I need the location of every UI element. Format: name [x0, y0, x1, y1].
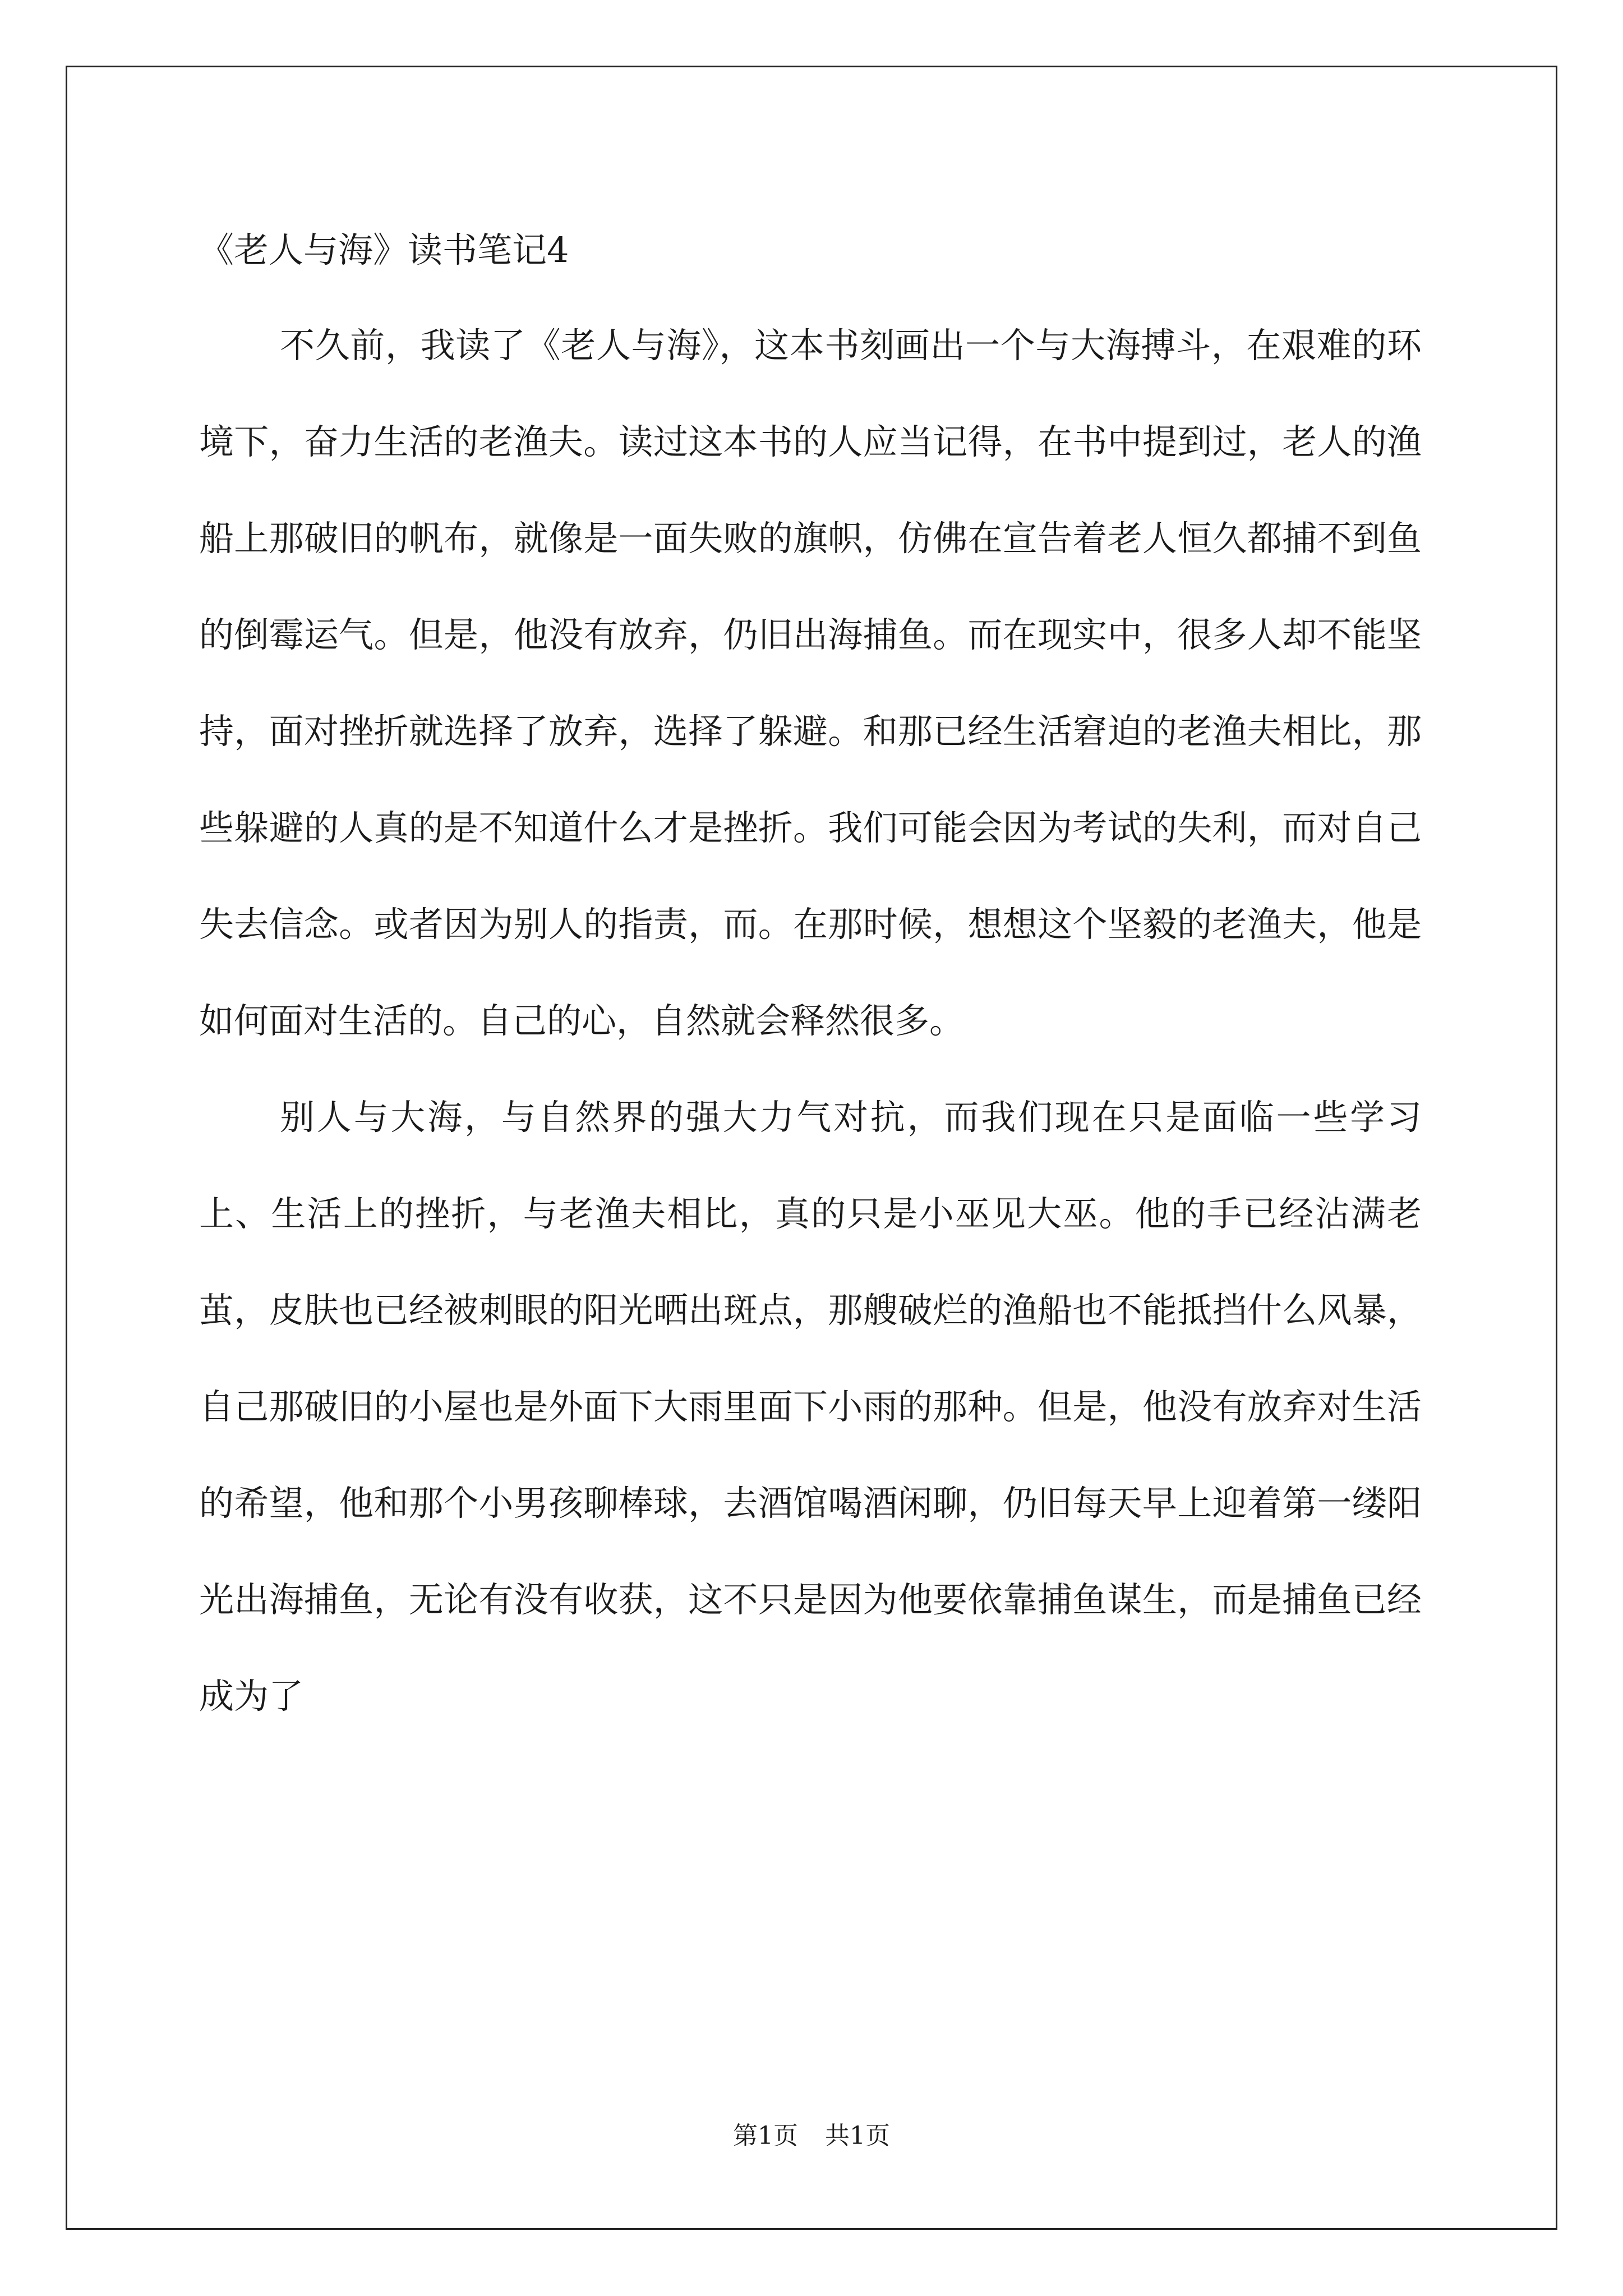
page-number: 第1页: [733, 2122, 798, 2150]
document-title: 《老人与海》读书笔记4: [199, 229, 569, 270]
document-body: [199, 213, 1422, 1745]
page-total: 共1页: [825, 2122, 890, 2150]
paragraph-1: 不久前，我读了《老人与海》，这本书刻画出一个与大海搏斗，在艰难的环境下，奋力生活的老渔夫。读过这本书的人应当记得，在书中提到过，老人的渔船上那破旧的帆布，就像是一面失败的旗帜，仿佛在宣告着老人恒久都捕不到鱼的倒霉运气。但是，他没有放弃，仍旧出海捕鱼。而在现实中，很多人却不能坚持，面对挫折就选择了放弃，选择了躲避。和那已经生活窘迫的老渔夫相比，那些躲避的人真的是不知道什么才是挫折。我们可能会因为考试的失利，而对自己失去信念。或者因为别人的指责，而。在那时候，想想这个坚毅的老渔夫，他是如何面对生活的。自己的心，自然就会释然很多。: [199, 325, 1422, 1041]
paragraph-2: 别人与大海，与自然界的强大力气对抗，而我们现在只是面临一些学习上、生活上的挫折，与老渔夫相比，真的只是小巫见大巫。他的手已经沾满老茧，皮肤也已经被刺眼的阳光晒出斑点，那艘破烂的渔船也不能抵挡什么风暴，自己那破旧的小屋也是外面下大雨里面下小雨的那种。但是，他没有放弃对生活的希望，他和那个小男孩聊棒球，去酒馆喝酒闲聊，仍旧每天早上迎着第一缕阳光出海捕鱼，无论有没有收获，这不只是因为他要依靠捕鱼谋生，而是捕鱼已经成为了: [199, 1097, 1422, 1717]
page-footer: [0, 2119, 1623, 2153]
